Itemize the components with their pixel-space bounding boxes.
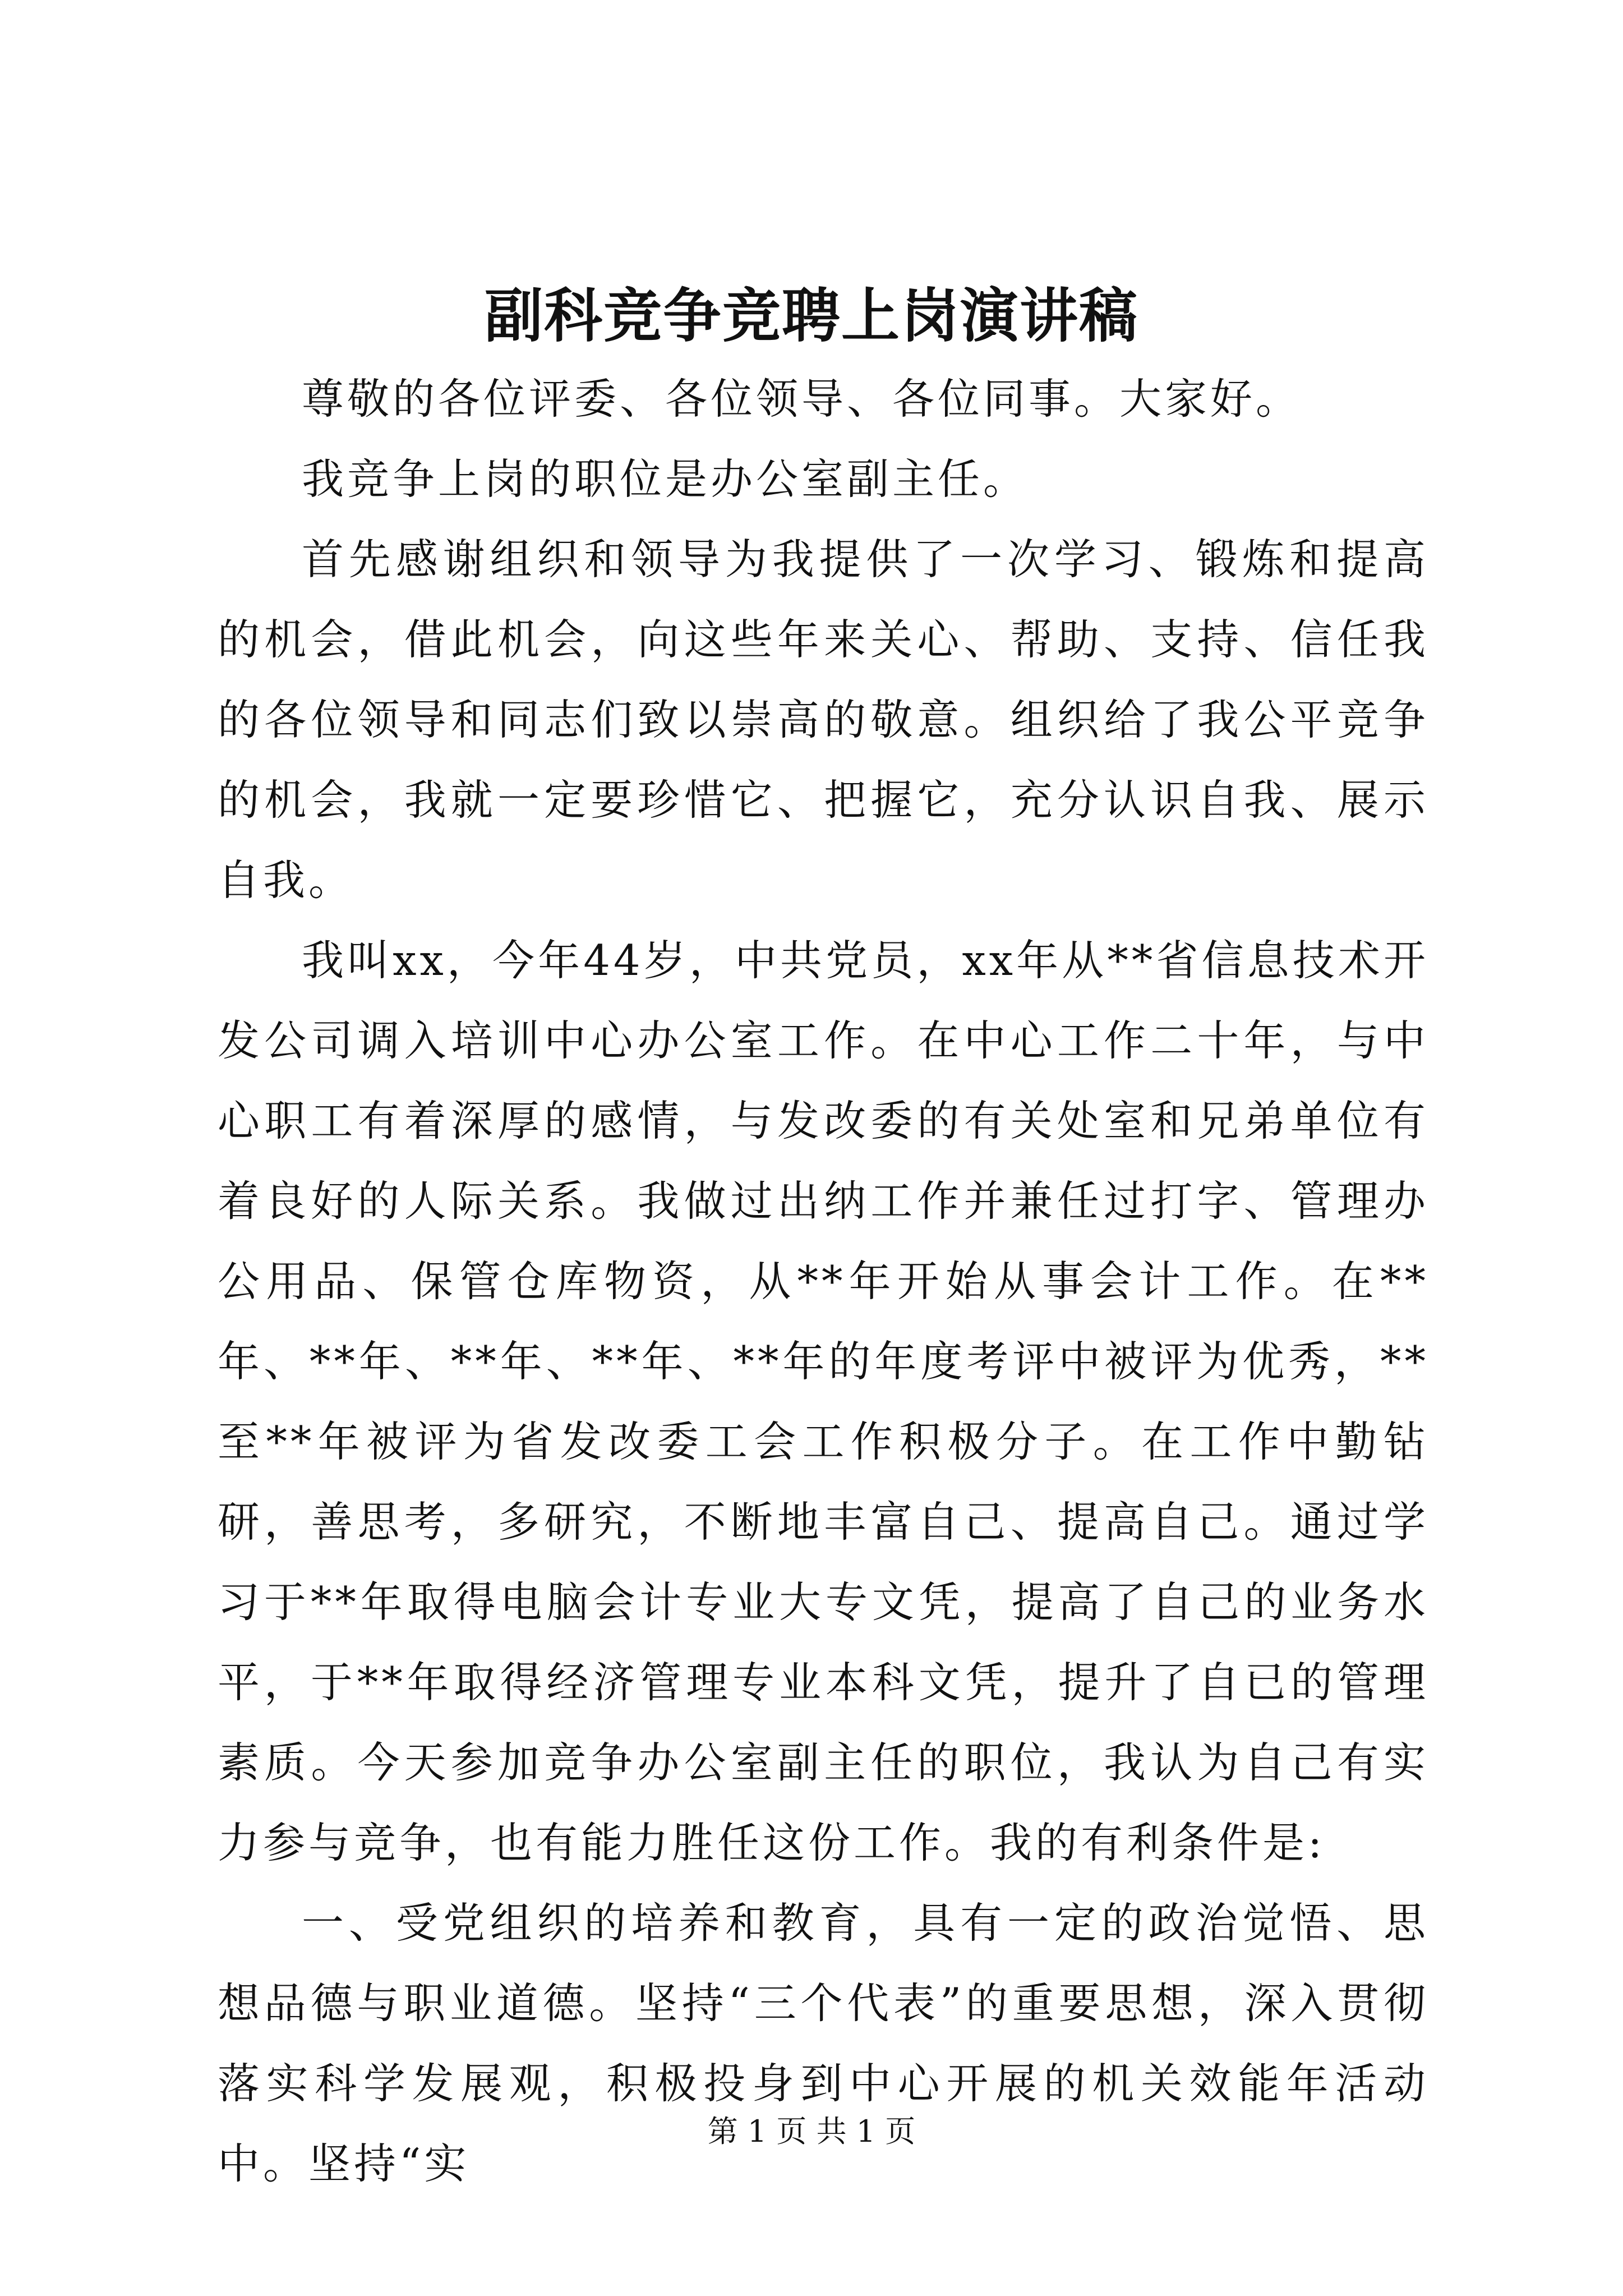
document-body bbox=[218, 359, 1429, 2204]
page-number-footer: 第 1 页 共 1 页 bbox=[707, 2114, 916, 2149]
paragraph-background: 我叫xx，今年44岁，中共党员，xx年从**省信息技术开发公司调入培训中心办公室工作。在中心工作二十年，与中心职工有着深厚的感情，与发改委的有关处室和兄弟单位有着良好的人际关系。我做过出纳工作并兼任过打字、管理办公用品、保管仓库物资，从**年开始从事会计工作。在**年、**年、**年、**年、**年的年度考评中被评为优秀，**至**年被评为省发改委工会工作积极分子。在工作中勤钻研，善思考，多研究，不断地丰富自己、提高自己。通过学习于**年取得电脑会计专业大专文凭，提高了自己的业务水平，于**年取得经济管理专业本科文凭，提升了自已的管理素质。今天参加竞争办公室副主任的职位，我认为自己有实力参与竞争，也有能力胜任这份工作。我的有利条件是: bbox=[218, 936, 1429, 1867]
document-title: 副科竞争竞聘上岗演讲稿 bbox=[484, 281, 1138, 350]
paragraph-greeting: 尊敬的各位评委、各位领导、各位同事。大家好。 bbox=[302, 374, 1302, 424]
paragraph-position: 我竞争上岗的职位是办公室副主任。 bbox=[302, 454, 1029, 504]
paragraph-thanks: 首先感谢组织和领导为我提供了一次学习、锻炼和提高的机会，借此机会，向这些年来关心、帮助、支持、信任我的各位领导和同志们致以崇高的敬意。组织给了我公平竞争的机会，我就一定要珍惜它、把握它，充分认识自我、展示自我。 bbox=[218, 535, 1429, 905]
paragraph-condition-one: 一、受党组织的培养和教育，具有一定的政治觉悟、思想品德与职业道德。坚持“三个代表”的重要思想，深入贯彻落实科学发展观，积极投身到中心开展的机关效能年活动中。坚持“实 bbox=[218, 1898, 1429, 2188]
